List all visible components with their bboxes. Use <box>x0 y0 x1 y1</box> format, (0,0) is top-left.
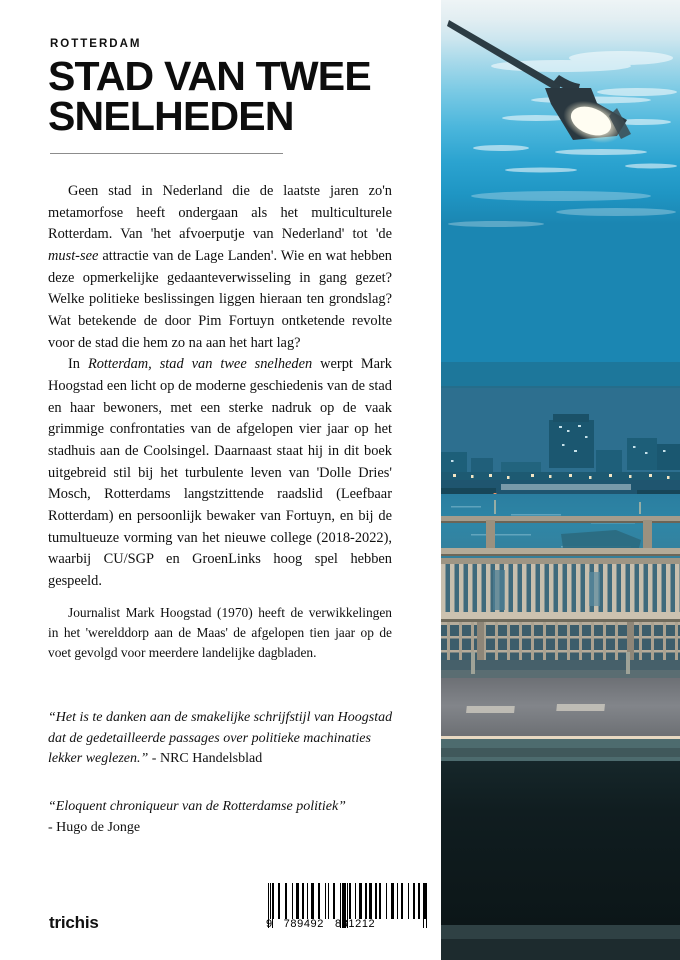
barcode-bar <box>292 883 293 919</box>
barcode-bar <box>307 883 308 919</box>
author-bio-text: Journalist Mark Hoogstad (1970) heeft de verwikkelingen in het 'werelddorp aan de Maas' de afgelopen tien jaar op de voet gevolgd voor meerdere landelijke dagbladen. <box>48 605 392 661</box>
blurb-paragraph-1 <box>48 181 392 354</box>
barcode-bar <box>318 883 320 919</box>
review-quote-1 <box>48 708 398 770</box>
barcode-bar <box>375 883 377 919</box>
barcode-bar <box>413 883 416 919</box>
blurb-p2-part-b: werpt Mark Hoogstad een licht op de moderne geschiedenis van de stad en haar bewoners, met een sterke nadruk op de vaak grimmige confrontaties van de afgelopen vier jaar op het stadhuis aan de Coolsingel. Daarnaast staat hij in dit boek uitgebreid stil bij het turbulente leven van 'Dolle Dries' Mosch, Rotterdams langstzittende raadslid (Leefbaar Rotterdam) en persoonlijk bewaker van Fortuyn, en bij de tumultueuze vorming van het nieuwe college (2018-2022), waarbij CU/SGP en GroenLinks hoog spel hebben gespeeld. <box>48 356 392 590</box>
blurb-p2-italic-booktitle: Rotterdam, stad van twee snelheden <box>87 356 313 373</box>
barcode-bar <box>391 883 394 919</box>
barcode-digits: 9 789492 881212 <box>266 918 376 930</box>
author-bio <box>48 603 392 663</box>
title-divider <box>50 153 283 154</box>
barcode-bar <box>278 883 281 919</box>
barcode-bar <box>397 883 399 919</box>
barcode-bar <box>328 883 329 919</box>
review-quote-1-text: “Het is te danken aan de smakelijke schrijfstijl van Hoogstad dat de gedetailleerde passages over politieke machinaties lekker weglezen.” <box>48 710 393 767</box>
barcode-bar <box>311 883 314 919</box>
barcode-bar <box>365 883 367 919</box>
title-line-2: SNELHEDEN <box>48 93 294 140</box>
barcode-bars <box>268 883 428 919</box>
blurb-paragraph-2 <box>48 354 392 592</box>
title-line-1: STAD VAN TWEE <box>48 53 371 99</box>
barcode-bar <box>369 883 372 919</box>
barcode-bar <box>273 883 274 919</box>
blurb-text <box>48 181 392 593</box>
blurb-p1-part-b: attractie van de Lage Landen'. Wie en wat hebben deze opmerkelijke gedaanteverwisseling in gang gezet? Welke politieke beslissingen liggen hieraan ten grondslag? Wat betekende de door Pim Fortuyn ontketende revolte voor de stad die hem zo na aan het hart lag? <box>48 248 392 351</box>
review-quote-2-text: “Eloquent chroniqueur van de Rotterdamse politiek” <box>48 799 346 815</box>
film-grain <box>441 0 680 960</box>
blurb-p1-italic: must-see <box>48 248 99 265</box>
barcode-bar <box>386 883 387 919</box>
barcode-bar <box>418 883 420 919</box>
barcode-bar <box>359 883 362 919</box>
cover-photograph <box>441 0 680 960</box>
page-title <box>48 53 418 140</box>
publisher-logo-trichis: trichis <box>49 913 99 932</box>
barcode-bar <box>333 883 336 919</box>
barcode-bar <box>296 883 299 919</box>
review-quotes <box>48 708 398 839</box>
review-quote-2 <box>48 797 398 838</box>
barcode <box>266 880 430 932</box>
barcode-bar <box>401 883 403 919</box>
barcode-bar <box>408 883 409 919</box>
barcode-bar <box>355 883 357 919</box>
barcode-bar <box>349 883 352 919</box>
barcode-bar <box>325 883 326 919</box>
kicker-rotterdam: ROTTERDAM <box>50 38 142 50</box>
barcode-bar <box>302 883 304 919</box>
barcode-bar <box>285 883 287 919</box>
blurb-p1-part-a: Geen stad in Nederland die de laatste jaren zo'n metamorfose heeft ondergaan als het multiculturele Rotterdam. Van 'het afvoerputje van Nederland' tot 'de <box>48 183 392 243</box>
barcode-bar <box>379 883 381 919</box>
photograph-artwork <box>441 0 680 960</box>
review-quote-1-source: - NRC Handelsblad <box>148 751 263 767</box>
review-quote-2-source: - Hugo de Jonge <box>48 819 141 835</box>
blurb-p2-part-a: In <box>68 356 88 373</box>
